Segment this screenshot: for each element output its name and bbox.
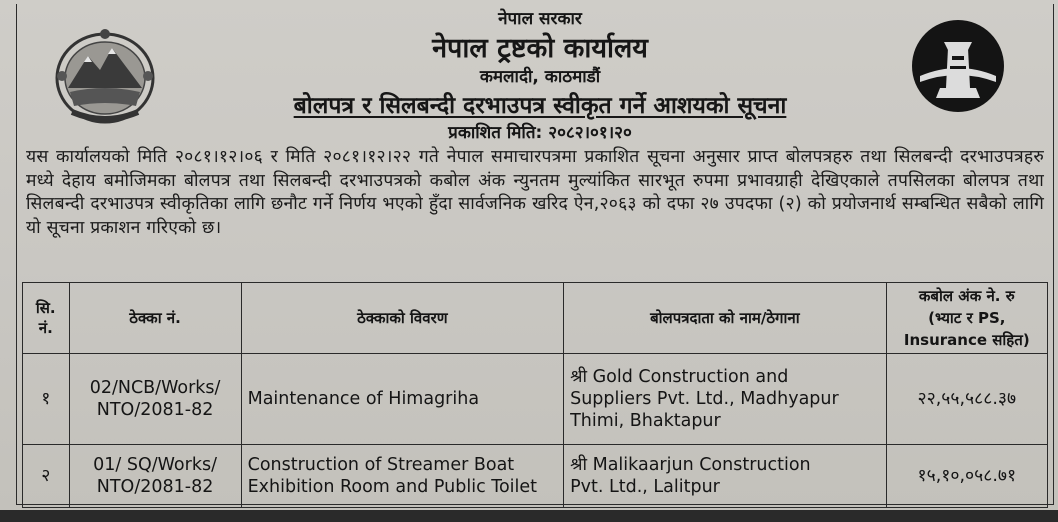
- header-amount: [886, 283, 1047, 354]
- table-row: [23, 445, 1048, 508]
- contract-no-line2: NTO/2081-82: [96, 477, 214, 498]
- row-amount: २२,५५,५८८.३७: [886, 354, 1047, 445]
- contract-no-line1: 01/ SQ/Works/: [93, 455, 217, 476]
- description-line1: Construction of Streamer Boat: [247, 455, 515, 476]
- govt-line: नेपाल सरकार: [498, 9, 582, 29]
- header-amount-line1: कबोल अंक ने. रु: [918, 287, 1015, 305]
- office-name: नेपाल ट्रष्टको कार्यालय: [432, 33, 648, 64]
- bidder-line1: श्री Malikaarjun Construction: [570, 455, 811, 476]
- published-date: प्रकाशित मिति: २०८२।०१।२०: [448, 123, 632, 143]
- header-amount-line3: Insurance सहित): [903, 331, 1030, 349]
- row-amount: १५,१०,०५८.७१: [886, 445, 1047, 508]
- header-amount-line2: (भ्याट र PS,: [928, 309, 1006, 327]
- description-line2: Exhibition Room and Public Toilet: [247, 477, 538, 498]
- award-table: [22, 282, 1048, 508]
- header-contract-no: ठेक्का नं.: [69, 283, 241, 354]
- header-description: ठेक्काको विवरण: [241, 283, 564, 354]
- page-edge: [0, 510, 1058, 522]
- bidder-line2: Pvt. Ltd., Lalitpur: [570, 477, 720, 498]
- bidder-line1: श्री Gold Construction and: [570, 367, 789, 388]
- bidder-line3: Thimi, Bhaktapur: [570, 411, 721, 432]
- description-line1: Maintenance of Himagriha: [247, 389, 480, 410]
- row-contract-no: [69, 354, 241, 445]
- row-contract-no: [69, 445, 241, 508]
- row-bidder: [564, 354, 886, 445]
- office-address: कमलादी, काठमाडौं: [479, 67, 601, 87]
- header-sn: सि. नं.: [23, 283, 70, 354]
- header-bidder: बोलपत्रदाता को नाम/ठेगाना: [564, 283, 886, 354]
- nepal-trust-logo-icon: [910, 18, 1006, 114]
- contract-no-line2: NTO/2081-82: [96, 400, 214, 421]
- row-sn: १: [23, 354, 70, 445]
- table-header-row: [23, 283, 1048, 354]
- row-description: [241, 354, 564, 445]
- notice-body: यस कार्यालयको मिति २०८१।१२।०६ र मिति २०८१।१२।२२ गते नेपाल समाचारपत्रमा प्रकाशित सूचना अनुसार प्राप्त बोलपत्रहरु तथा सिलबन्दी दरभाउपत्रहरु मध्ये देहाय बमोजिमका बोलपत्र तथा सिलबन्दी दरभाउपत्रको कबोल अंक न्युनतम मुल्यांकित सारभूत रुपमा प्रभावग्राही देखिएकाले तपसिलका बोलपत्र तथा सिलबन्दी दरभाउपत्र स्वीकृतिका लागि छनौट गर्ने निर्णय भएको हुँदा सार्वजनिक खरिद ऐन,२०६३ को दफा २७ उपदफा (२) को प्रयोजनार्थ सम्बन्धित सबैको लागि यो सूचना प्रकाशन गरिएको छ।: [26, 147, 1044, 238]
- table-row: [23, 354, 1048, 445]
- notice-title: बोलपत्र र सिलबन्दी दरभाउपत्र स्वीकृत गर्ने आशयको सूचना: [293, 93, 787, 119]
- row-bidder: [564, 445, 886, 508]
- bidder-line2: Suppliers Pvt. Ltd., Madhyapur: [570, 389, 839, 410]
- contract-no-line1: 02/NCB/Works/: [89, 378, 221, 399]
- row-description: [241, 445, 564, 508]
- nepal-emblem-icon: [50, 26, 160, 126]
- row-sn: २: [23, 445, 70, 508]
